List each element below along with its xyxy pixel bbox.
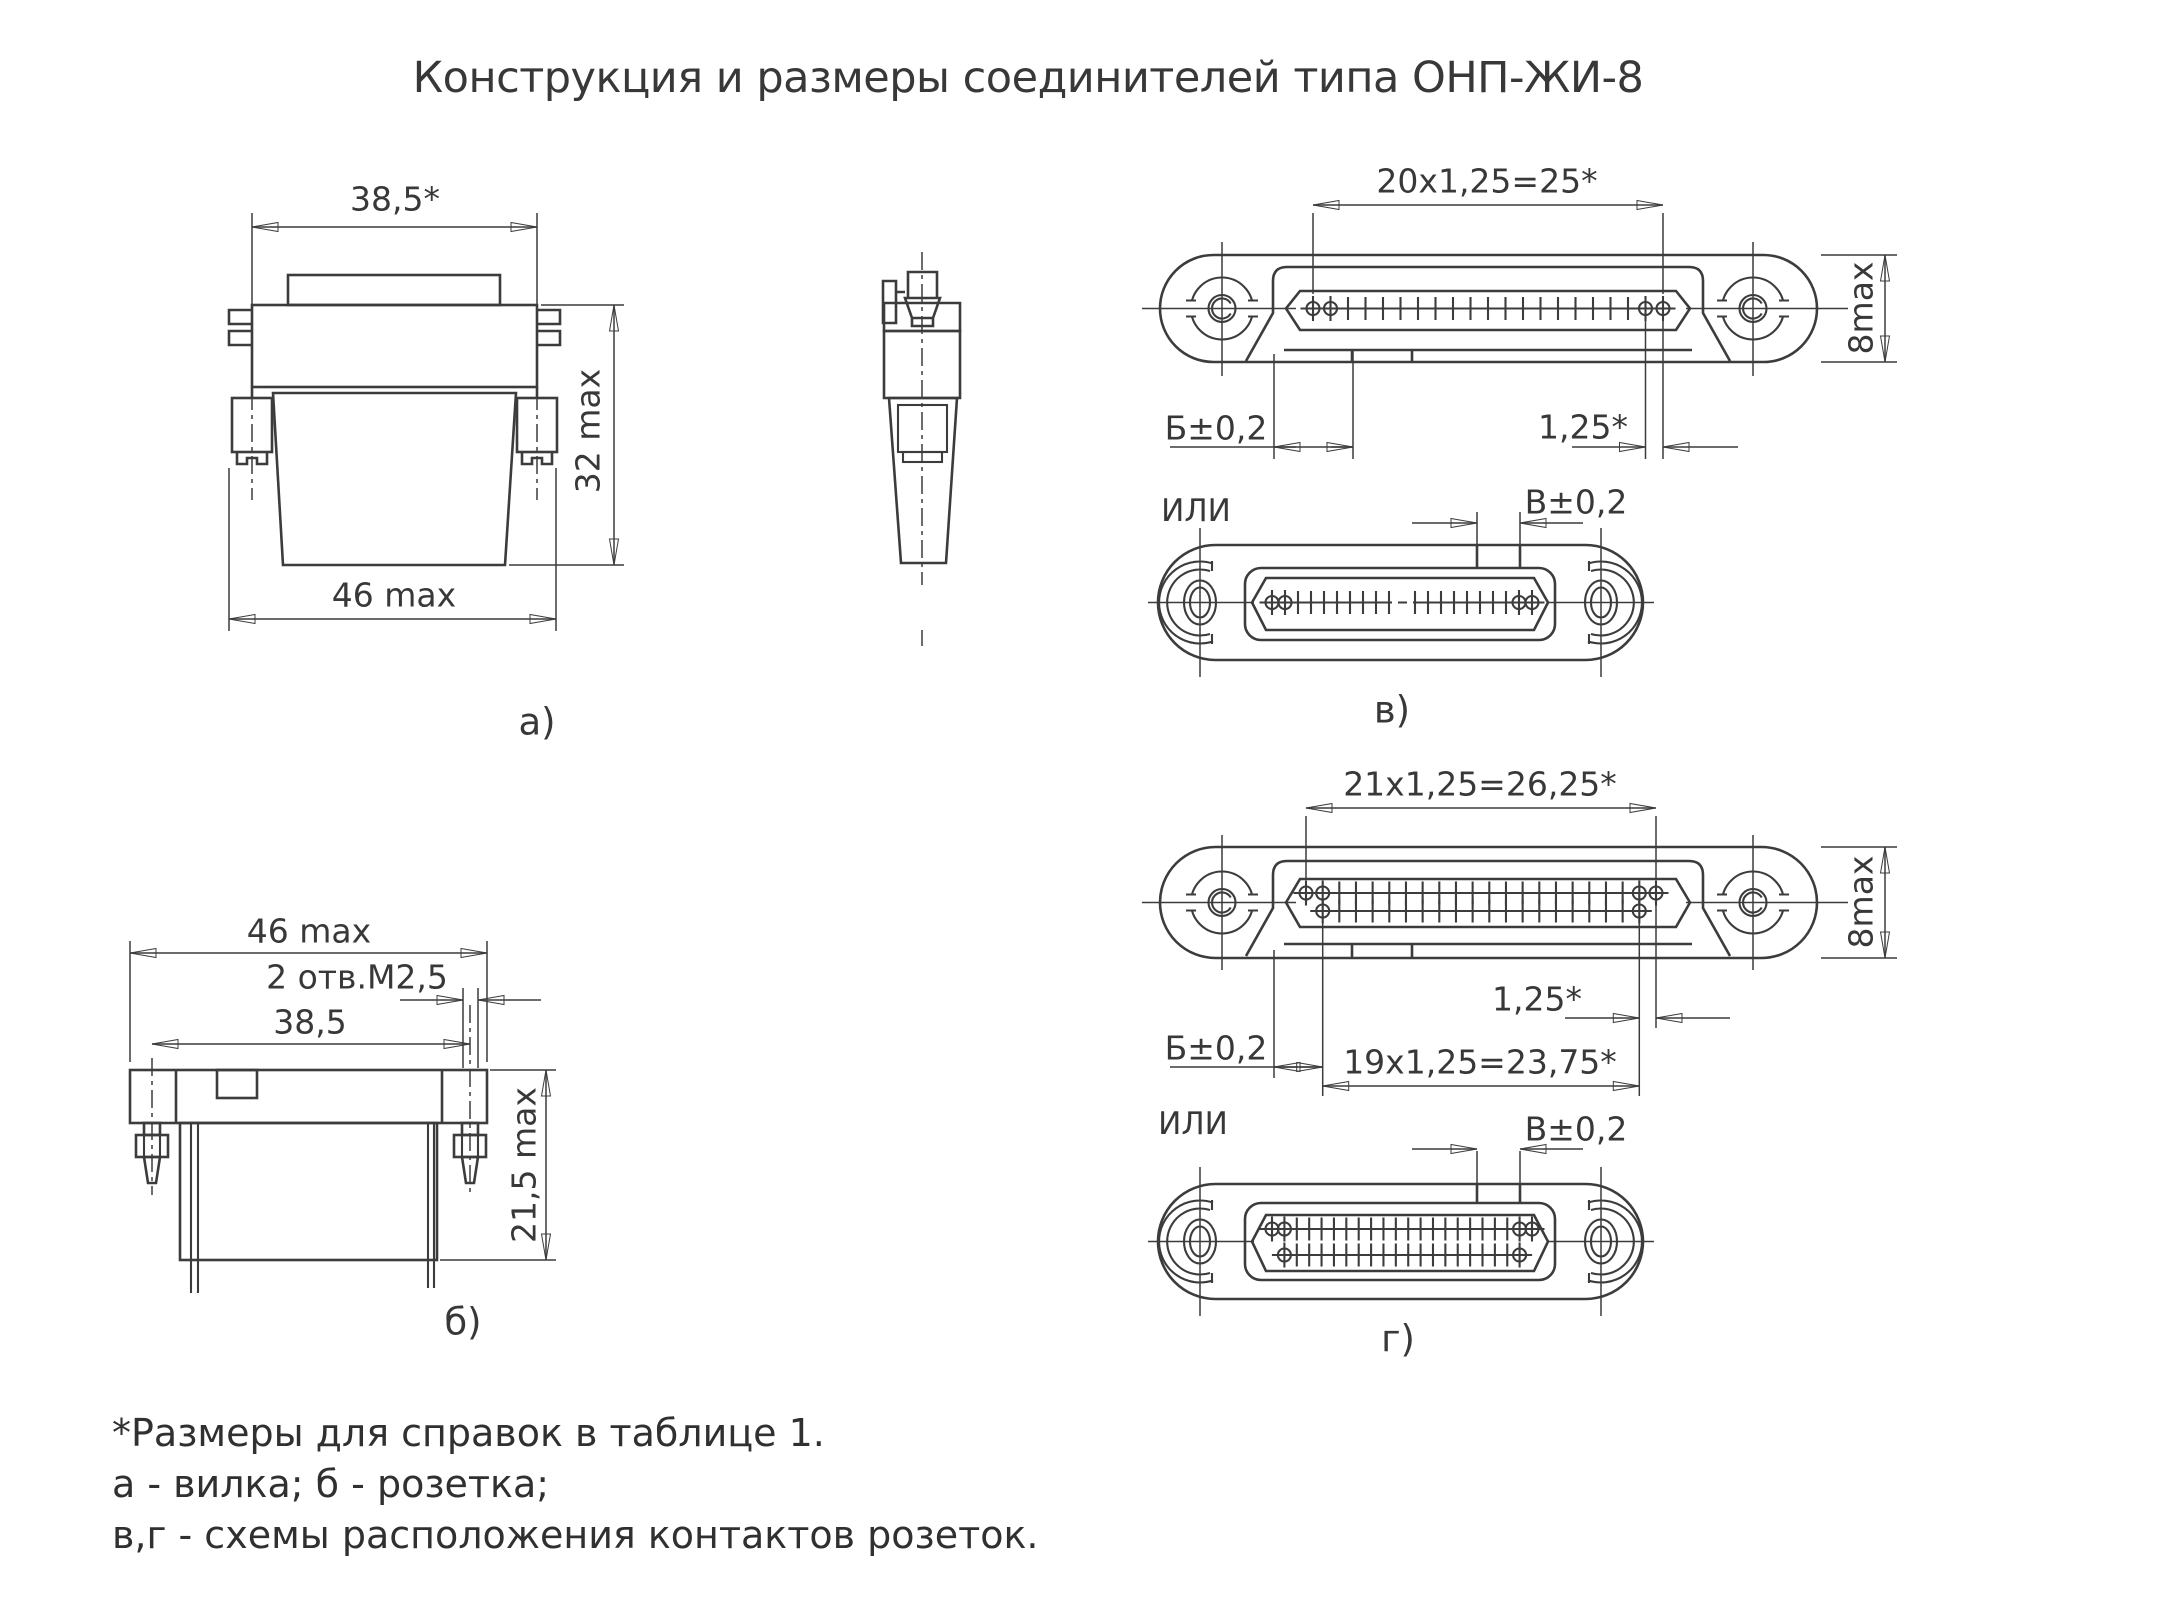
- dim-v-height: 8max: [1841, 261, 1881, 355]
- dim-g-height: 8max: [1841, 855, 1881, 949]
- dim-b-pitch: 38,5: [273, 1002, 347, 1042]
- footnote-line: *Размеры для справок в таблице 1.: [112, 1411, 825, 1455]
- dim-g-row-bottom: 19x1,25=23,75*: [1343, 1042, 1617, 1082]
- dim-g-v: В±0,2: [1524, 1109, 1628, 1149]
- footnotes: [112, 1408, 1039, 1561]
- figure-v-caption: в): [1373, 688, 1411, 732]
- connector-side-view-drawing: [883, 252, 960, 646]
- figure-v-or-drawing: [1148, 512, 1654, 677]
- page-title: Конструкция и размеры соединителей типа ОНП-ЖИ-8: [412, 53, 1644, 103]
- figure-b-caption: б): [444, 1300, 482, 1344]
- dim-a-width-top: 38,5*: [350, 179, 440, 219]
- dim-b-holes: 2 отв.М2,5: [266, 957, 448, 997]
- dim-a-height: 32 max: [568, 368, 608, 494]
- dim-b-width: 46 max: [246, 911, 372, 951]
- dim-g-step: 1,25*: [1492, 979, 1582, 1019]
- dim-v-b: Б±0,2: [1164, 408, 1268, 448]
- dim-a-width-bottom: 46 max: [331, 575, 457, 615]
- figure-g-or-label: ИЛИ: [1158, 1106, 1228, 1142]
- dim-v-step: 1,25*: [1538, 407, 1628, 447]
- figure-a-caption: а): [518, 700, 556, 744]
- dim-g-b: Б±0,2: [1164, 1028, 1268, 1068]
- dim-g-row-top: 21x1,25=26,25*: [1343, 764, 1617, 804]
- footnote-line: в,г - схемы расположения контактов розеток.: [112, 1513, 1039, 1557]
- dim-b-height: 21,5 max: [504, 1087, 544, 1243]
- dim-v-v: В±0,2: [1524, 482, 1628, 522]
- figure-v-or-label: ИЛИ: [1161, 493, 1231, 529]
- footnote-line: а - вилка; б - розетка;: [112, 1462, 550, 1506]
- dim-v-row: 20x1,25=25*: [1376, 161, 1598, 201]
- figure-g-or-drawing: [1148, 1149, 1654, 1316]
- figure-a-drawing: [229, 213, 624, 631]
- figure-g-caption: г): [1381, 1317, 1415, 1361]
